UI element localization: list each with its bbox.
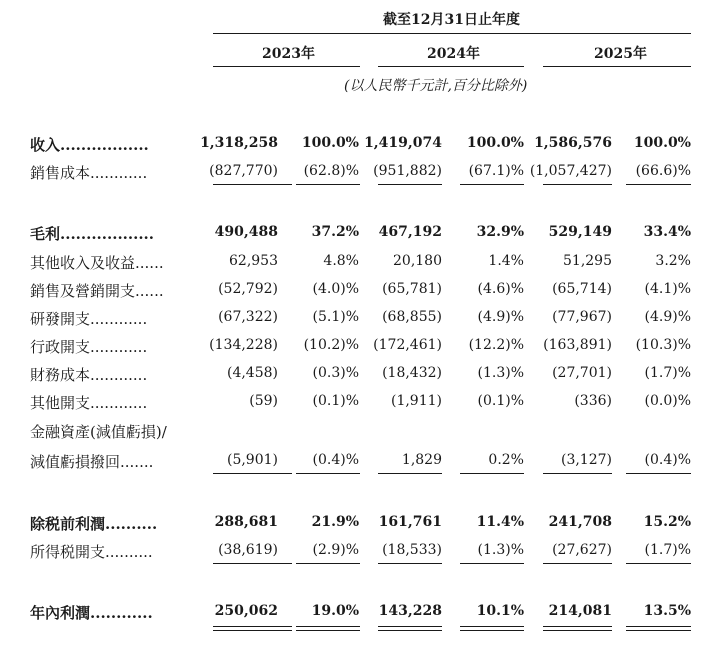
- year-underline-2025: [543, 66, 691, 67]
- cell-pct-2024: 10.1%: [476, 603, 524, 619]
- cell-amount-2023: 288,681: [214, 514, 278, 530]
- cell-amount-2025: (27,701): [552, 365, 612, 381]
- period-header: 截至12月31日止年度: [383, 12, 520, 28]
- year-underline-2023: [213, 66, 360, 67]
- cell-amount-2024: (18,432): [382, 365, 442, 381]
- cell-pct-2023: (10.2)%: [303, 337, 359, 353]
- row-label: 研發開支............: [30, 310, 148, 328]
- cell-amount-2025: (27,627): [552, 542, 612, 558]
- year-header-2024: 2024年: [427, 46, 480, 62]
- cell-pct-2023: (62.8)%: [303, 163, 359, 179]
- cost-of-sales-sub-rule: [460, 184, 524, 185]
- cell-amount-2024: 161,761: [378, 514, 442, 530]
- row-label: 銷售及營銷開支......: [30, 282, 164, 300]
- cell-pct-2025: (10.3)%: [635, 337, 691, 353]
- cell-amount-2024: 1,829: [401, 452, 442, 468]
- cost-of-sales-sub-rule: [296, 184, 360, 185]
- row-label: 收入.................: [30, 136, 149, 154]
- cell-amount-2025: (1,057,427): [529, 163, 612, 179]
- row-label: 財務成本............: [30, 366, 148, 384]
- cell-amount-2024: (65,781): [382, 281, 442, 297]
- row-label: 毛利..................: [30, 225, 154, 243]
- cell-amount-2025: 51,295: [563, 253, 612, 269]
- cell-amount-2024: (68,855): [382, 309, 442, 325]
- cell-amount-2024: 20,180: [393, 253, 442, 269]
- cell-pct-2025: 100.0%: [633, 135, 691, 151]
- row-label: 年內利潤............: [30, 604, 153, 622]
- cell-pct-2023: 4.8%: [323, 253, 359, 269]
- cell-pct-2025: 13.5%: [643, 603, 691, 619]
- row-label: 所得税開支..........: [30, 543, 153, 561]
- cell-pct-2024: 1.4%: [488, 253, 524, 269]
- cell-amount-2024: (172,461): [373, 337, 442, 353]
- cell-amount-2025: 1,586,576: [534, 135, 612, 151]
- cell-amount-2023: (52,792): [218, 281, 278, 297]
- cell-amount-2024: (18,533): [382, 542, 442, 558]
- cell-pct-2024: (0.1)%: [477, 393, 524, 409]
- cell-amount-2023: (5,901): [226, 452, 278, 468]
- cost-of-sales-sub-rule: [543, 184, 612, 185]
- cell-pct-2025: (1.7)%: [644, 542, 691, 558]
- row-label: 行政開支............: [30, 338, 148, 356]
- profit-double-bottom-rule: [378, 630, 442, 631]
- cell-pct-2025: (1.7)%: [644, 365, 691, 381]
- cell-amount-2023: 490,488: [214, 224, 278, 240]
- cell-amount-2024: 467,192: [378, 224, 442, 240]
- profit-double-top-rule: [296, 626, 360, 627]
- profit-double-bottom-rule: [296, 630, 360, 631]
- cell-pct-2025: 3.2%: [655, 253, 691, 269]
- cell-amount-2023: (59): [249, 393, 278, 409]
- cell-pct-2025: (4.9)%: [644, 309, 691, 325]
- row-label: 其他開支............: [30, 394, 148, 412]
- tax-sub-rule: [378, 563, 442, 564]
- year-underline-2024: [378, 66, 524, 67]
- profit-double-top-rule: [543, 626, 612, 627]
- cell-amount-2023: (38,619): [218, 542, 278, 558]
- tax-sub-rule: [213, 563, 292, 564]
- cell-pct-2025: 15.2%: [643, 514, 691, 530]
- cell-amount-2024: 143,228: [378, 603, 442, 619]
- cell-amount-2025: 529,149: [548, 224, 612, 240]
- cell-pct-2023: (4.0)%: [312, 281, 359, 297]
- cell-amount-2023: 250,062: [214, 603, 278, 619]
- cell-pct-2024: 0.2%: [488, 452, 524, 468]
- cost-of-sales-sub-rule: [378, 184, 442, 185]
- reversal-sub-rule: [378, 473, 442, 474]
- cell-pct-2024: (4.6)%: [477, 281, 524, 297]
- cell-pct-2023: (0.4)%: [312, 452, 359, 468]
- cell-pct-2024: (4.9)%: [477, 309, 524, 325]
- reversal-sub-rule: [626, 473, 691, 474]
- row-label: 其他收入及收益......: [30, 254, 164, 272]
- period-underline: [213, 33, 691, 34]
- cell-pct-2024: 100.0%: [466, 135, 524, 151]
- reversal-sub-rule: [213, 473, 292, 474]
- cell-pct-2023: (0.1)%: [312, 393, 359, 409]
- cell-pct-2024: (12.2)%: [468, 337, 524, 353]
- cell-pct-2023: (0.3)%: [312, 365, 359, 381]
- cell-amount-2024: 1,419,074: [364, 135, 442, 151]
- tax-sub-rule: [626, 563, 691, 564]
- profit-double-bottom-rule: [626, 630, 691, 631]
- profit-double-bottom-rule: [213, 630, 292, 631]
- unit-note: (以人民幣千元計,百分比除外): [344, 78, 528, 94]
- cell-amount-2025: (336): [574, 393, 612, 409]
- row-label: 除税前利潤..........: [30, 515, 158, 533]
- cell-amount-2023: (4,458): [226, 365, 278, 381]
- row-label: 金融資產(減值虧損)/: [30, 423, 167, 441]
- reversal-sub-rule: [460, 473, 524, 474]
- cell-amount-2025: (163,891): [543, 337, 612, 353]
- cell-amount-2023: 62,953: [229, 253, 278, 269]
- cell-amount-2024: (951,882): [373, 163, 442, 179]
- tax-sub-rule: [460, 563, 524, 564]
- cell-amount-2023: (67,322): [218, 309, 278, 325]
- cell-amount-2025: (3,127): [560, 452, 612, 468]
- cell-pct-2025: 33.4%: [643, 224, 691, 240]
- row-label: 減值虧損撥回.......: [30, 453, 154, 471]
- cell-pct-2024: 11.4%: [476, 514, 524, 530]
- cell-amount-2023: (827,770): [209, 163, 278, 179]
- cell-amount-2025: (65,714): [552, 281, 612, 297]
- cell-pct-2025: (4.1)%: [644, 281, 691, 297]
- profit-double-bottom-rule: [460, 630, 524, 631]
- cell-pct-2023: 37.2%: [311, 224, 359, 240]
- cost-of-sales-sub-rule: [213, 184, 292, 185]
- year-header-2023: 2023年: [262, 46, 315, 62]
- cell-pct-2023: 21.9%: [311, 514, 359, 530]
- cell-pct-2024: 32.9%: [476, 224, 524, 240]
- reversal-sub-rule: [296, 473, 360, 474]
- cell-amount-2025: 214,081: [548, 603, 612, 619]
- cell-pct-2023: 100.0%: [301, 135, 359, 151]
- cell-pct-2024: (1.3)%: [477, 365, 524, 381]
- cell-pct-2023: 19.0%: [311, 603, 359, 619]
- profit-double-top-rule: [626, 626, 691, 627]
- profit-double-top-rule: [213, 626, 292, 627]
- profit-double-bottom-rule: [543, 630, 612, 631]
- tax-sub-rule: [543, 563, 612, 564]
- profit-double-top-rule: [460, 626, 524, 627]
- cell-amount-2023: 1,318,258: [200, 135, 278, 151]
- cell-pct-2025: (0.4)%: [644, 452, 691, 468]
- tax-sub-rule: [296, 563, 360, 564]
- profit-double-top-rule: [378, 626, 442, 627]
- cell-pct-2025: (0.0)%: [644, 393, 691, 409]
- cell-amount-2023: (134,228): [209, 337, 278, 353]
- reversal-sub-rule: [543, 473, 612, 474]
- cost-of-sales-sub-rule: [626, 184, 691, 185]
- row-label: 銷售成本............: [30, 164, 148, 182]
- cell-pct-2023: (5.1)%: [312, 309, 359, 325]
- cell-pct-2023: (2.9)%: [312, 542, 359, 558]
- cell-amount-2025: 241,708: [548, 514, 612, 530]
- cell-pct-2024: (67.1)%: [468, 163, 524, 179]
- year-header-2025: 2025年: [594, 46, 647, 62]
- cell-amount-2024: (1,911): [390, 393, 442, 409]
- cell-pct-2024: (1.3)%: [477, 542, 524, 558]
- cell-amount-2025: (77,967): [552, 309, 612, 325]
- cell-pct-2025: (66.6)%: [635, 163, 691, 179]
